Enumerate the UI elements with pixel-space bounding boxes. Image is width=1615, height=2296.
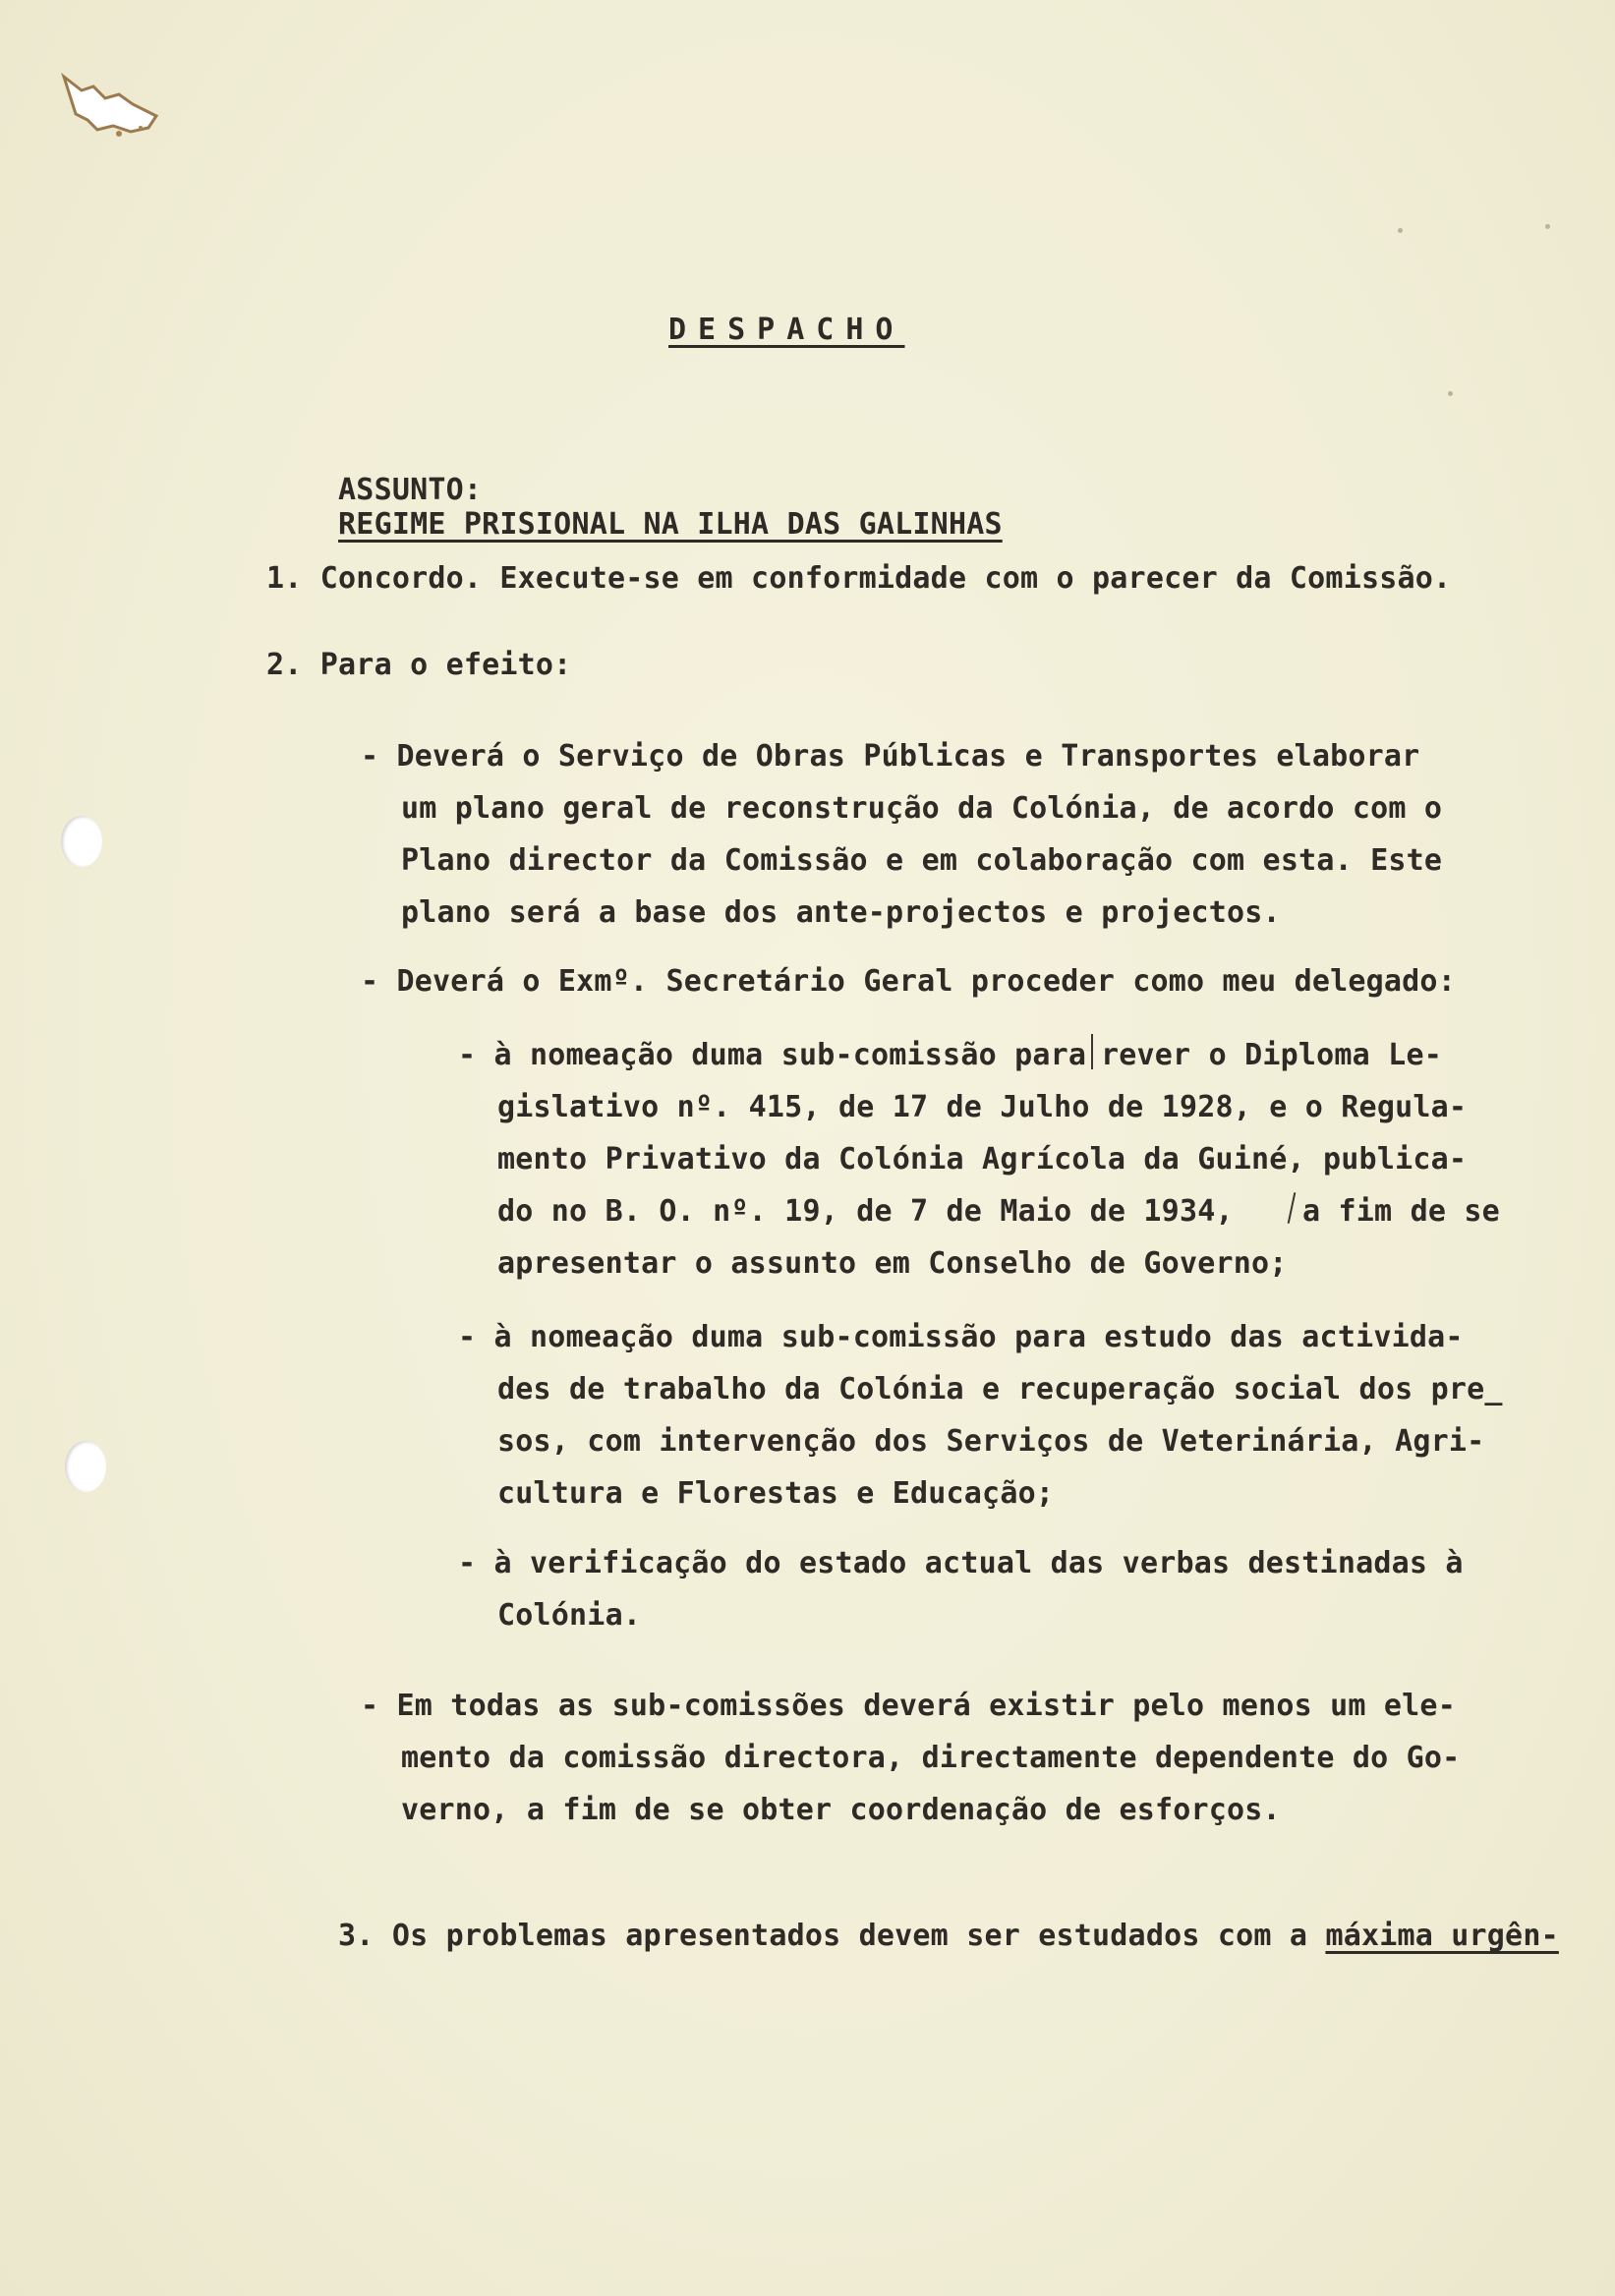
sub-item-estudo-line-1: - à nomeação duma sub-comissão para estudo das activida- xyxy=(458,1320,1464,1354)
item-1: 1. Concordo. Execute-se em conformidade com o parecer da Comissão. xyxy=(266,561,1452,596)
subject-label: ASSUNTO: xyxy=(338,473,483,507)
item-2: 2. Para o efeito: xyxy=(266,648,572,682)
bullet-obras-line-2: um plano geral de reconstrução da Colónia, de acordo com o xyxy=(401,791,1443,826)
paper-speck xyxy=(1448,391,1453,396)
sub-item-verbas-line-1: - à verificação do estado actual das verbas destinadas à xyxy=(458,1546,1464,1580)
bullet-obras-line-4: plano será a base dos ante-projectos e projectos. xyxy=(401,895,1281,930)
sub-item-verbas-line-2: Colónia. xyxy=(497,1598,642,1633)
bullet-subcomissoes-line-1: - Em todas as sub-comissões deverá existir pelo menos um ele- xyxy=(361,1689,1456,1723)
item-3 xyxy=(266,1884,1559,1987)
bullet-obras-line-1: - Deverá o Serviço de Obras Públicas e Transportes elaborar xyxy=(361,739,1420,774)
torn-corner xyxy=(54,69,172,147)
bullet-secretario: - Deverá o Exmº. Secretário Geral proceder como meu delegado: xyxy=(361,964,1456,999)
punch-hole-top xyxy=(61,816,102,867)
sub-item-estudo-line-2: des de trabalho da Colónia e recuperação social dos pre_ xyxy=(497,1372,1503,1406)
bullet-subcomissoes-line-2: mento da comissão directora, directamente dependente do Go- xyxy=(401,1741,1461,1775)
handwritten-mark xyxy=(1091,1034,1093,1069)
handwritten-mark xyxy=(1288,1192,1297,1224)
sub-item-diploma-line-5: apresentar o assunto em Conselho de Governo; xyxy=(497,1246,1288,1281)
paper-speck xyxy=(1398,228,1403,233)
paper-speck xyxy=(1545,224,1550,229)
punch-hole-bottom xyxy=(65,1441,106,1492)
sub-item-estudo-line-3: sos, com intervenção dos Serviços de Veterinária, Agri- xyxy=(497,1424,1485,1459)
sub-item-diploma-line-1a: - à nomeação duma sub-comissão para xyxy=(458,1038,1087,1072)
item-3-emphasis: máxima urgên- xyxy=(1325,1919,1559,1953)
document-title: DESPACHO xyxy=(668,313,905,347)
subject-value: REGIME PRISIONAL NA ILHA DAS GALINHAS xyxy=(338,507,1003,542)
bullet-obras-line-3: Plano director da Comissão e em colaboração com esta. Este xyxy=(401,843,1443,878)
sub-item-diploma-line-1b: rever o Diploma Le- xyxy=(1101,1038,1442,1072)
sub-item-diploma-line-3: mento Privativo da Colónia Agrícola da Guiné, publica- xyxy=(497,1142,1468,1177)
item-3-text: 3. Os problemas apresentados devem ser estudados com a xyxy=(338,1919,1326,1953)
bullet-subcomissoes-line-3: verno, a fim de se obter coordenação de esforços. xyxy=(401,1793,1281,1827)
sub-item-diploma-line-4b: a fim de se xyxy=(1302,1194,1500,1229)
sub-item-estudo-line-4: cultura e Florestas e Educação; xyxy=(497,1476,1055,1511)
subject-line xyxy=(266,438,1003,576)
sub-item-diploma-line-2: gislativo nº. 415, de 17 de Julho de 1928, e o Regula- xyxy=(497,1090,1468,1124)
sub-item-diploma-line-4a: do no B. O. nº. 19, de 7 de Maio de 1934, xyxy=(497,1194,1234,1229)
